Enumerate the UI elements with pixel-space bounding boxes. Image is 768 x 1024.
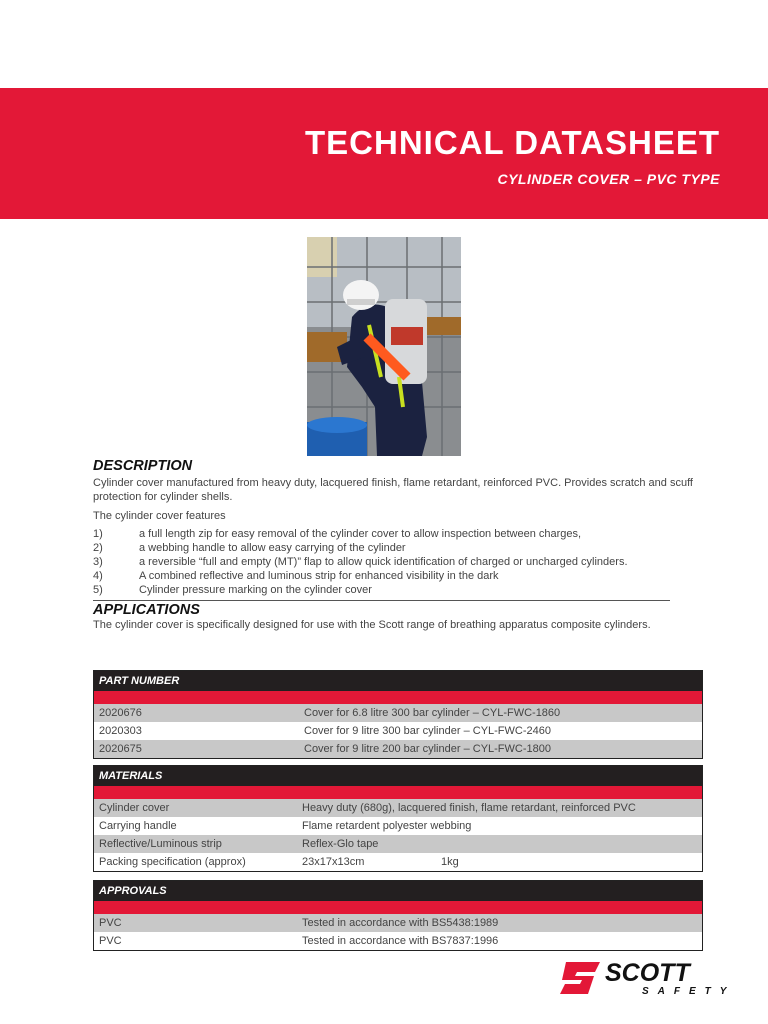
scott-safety-logo	[560, 958, 738, 998]
page-subtitle: CYLINDER COVER – PVC TYPE	[497, 171, 720, 187]
materials-table	[93, 765, 703, 872]
table-row: PVC Tested in accordance with BS5438:1989	[94, 914, 702, 932]
table-header: MATERIALS	[94, 766, 702, 786]
table-row: 2020676 Cover for 6.8 litre 300 bar cylinder – CYL-FWC-1860	[94, 704, 702, 722]
table-header-band	[94, 901, 702, 914]
table-row: Carrying handle Flame retardent polyester webbing	[99, 820, 472, 832]
header-banner	[0, 88, 768, 219]
scott-emblem-icon	[560, 962, 600, 994]
logo-tagline: SAFETY	[642, 986, 736, 997]
list-item: 5) Cylinder pressure marking on the cylinder cover	[93, 584, 372, 596]
description-intro: Cylinder cover manufactured from heavy duty, lacquered finish, flame retardant, reinforced PVC. Provides scratch and scuff protection for cylinder shells.	[93, 477, 693, 503]
table-header-band	[94, 691, 702, 704]
table-row: 2020675 Cover for 9 litre 200 bar cylinder – CYL-FWC-1800	[94, 740, 702, 758]
content-area	[93, 458, 703, 632]
product-photo	[307, 237, 461, 456]
table-header: PART NUMBER	[94, 671, 702, 691]
features-intro: The cylinder cover features	[93, 510, 226, 522]
table-header-band	[94, 786, 702, 799]
description-heading: DESCRIPTION	[93, 458, 193, 474]
approvals-table	[93, 880, 703, 951]
part-number-table	[93, 670, 703, 759]
applications-heading: APPLICATIONS	[93, 602, 200, 618]
table-header: APPROVALS	[94, 881, 702, 901]
table-row: PVC Tested in accordance with BS7837:1996	[99, 935, 499, 947]
list-item: 4) A combined reflective and luminous strip for enhanced visibility in the dark	[93, 570, 499, 582]
list-item: 3) a reversible “full and empty (MT)” flap to allow quick identification of charged or uncharged cylinders.	[93, 556, 628, 568]
section-divider	[93, 600, 670, 601]
features-list	[93, 527, 703, 597]
list-item: 1) a full length zip for easy removal of the cylinder cover to allow inspection between charges,	[93, 528, 582, 540]
applications-text: The cylinder cover is specifically designed for use with the Scott range of breathing apparatus composite cylinders.	[93, 619, 651, 631]
table-row: Cylinder cover Heavy duty (680g), lacquered finish, flame retardant, reinforced PVC	[94, 799, 702, 817]
list-item: 2) a webbing handle to allow easy carrying of the cylinder	[93, 542, 406, 554]
table-row: Reflective/Luminous strip Reflex-Glo tape	[94, 835, 702, 853]
page-title: TECHNICAL DATASHEET	[305, 124, 720, 161]
table-row: Packing specification (approx) 23x17x13cm 1kg	[99, 856, 459, 868]
logo-brand: SCOTT	[605, 959, 690, 987]
table-row: 2020303 Cover for 9 litre 300 bar cylinder – CYL-FWC-2460	[99, 725, 551, 737]
